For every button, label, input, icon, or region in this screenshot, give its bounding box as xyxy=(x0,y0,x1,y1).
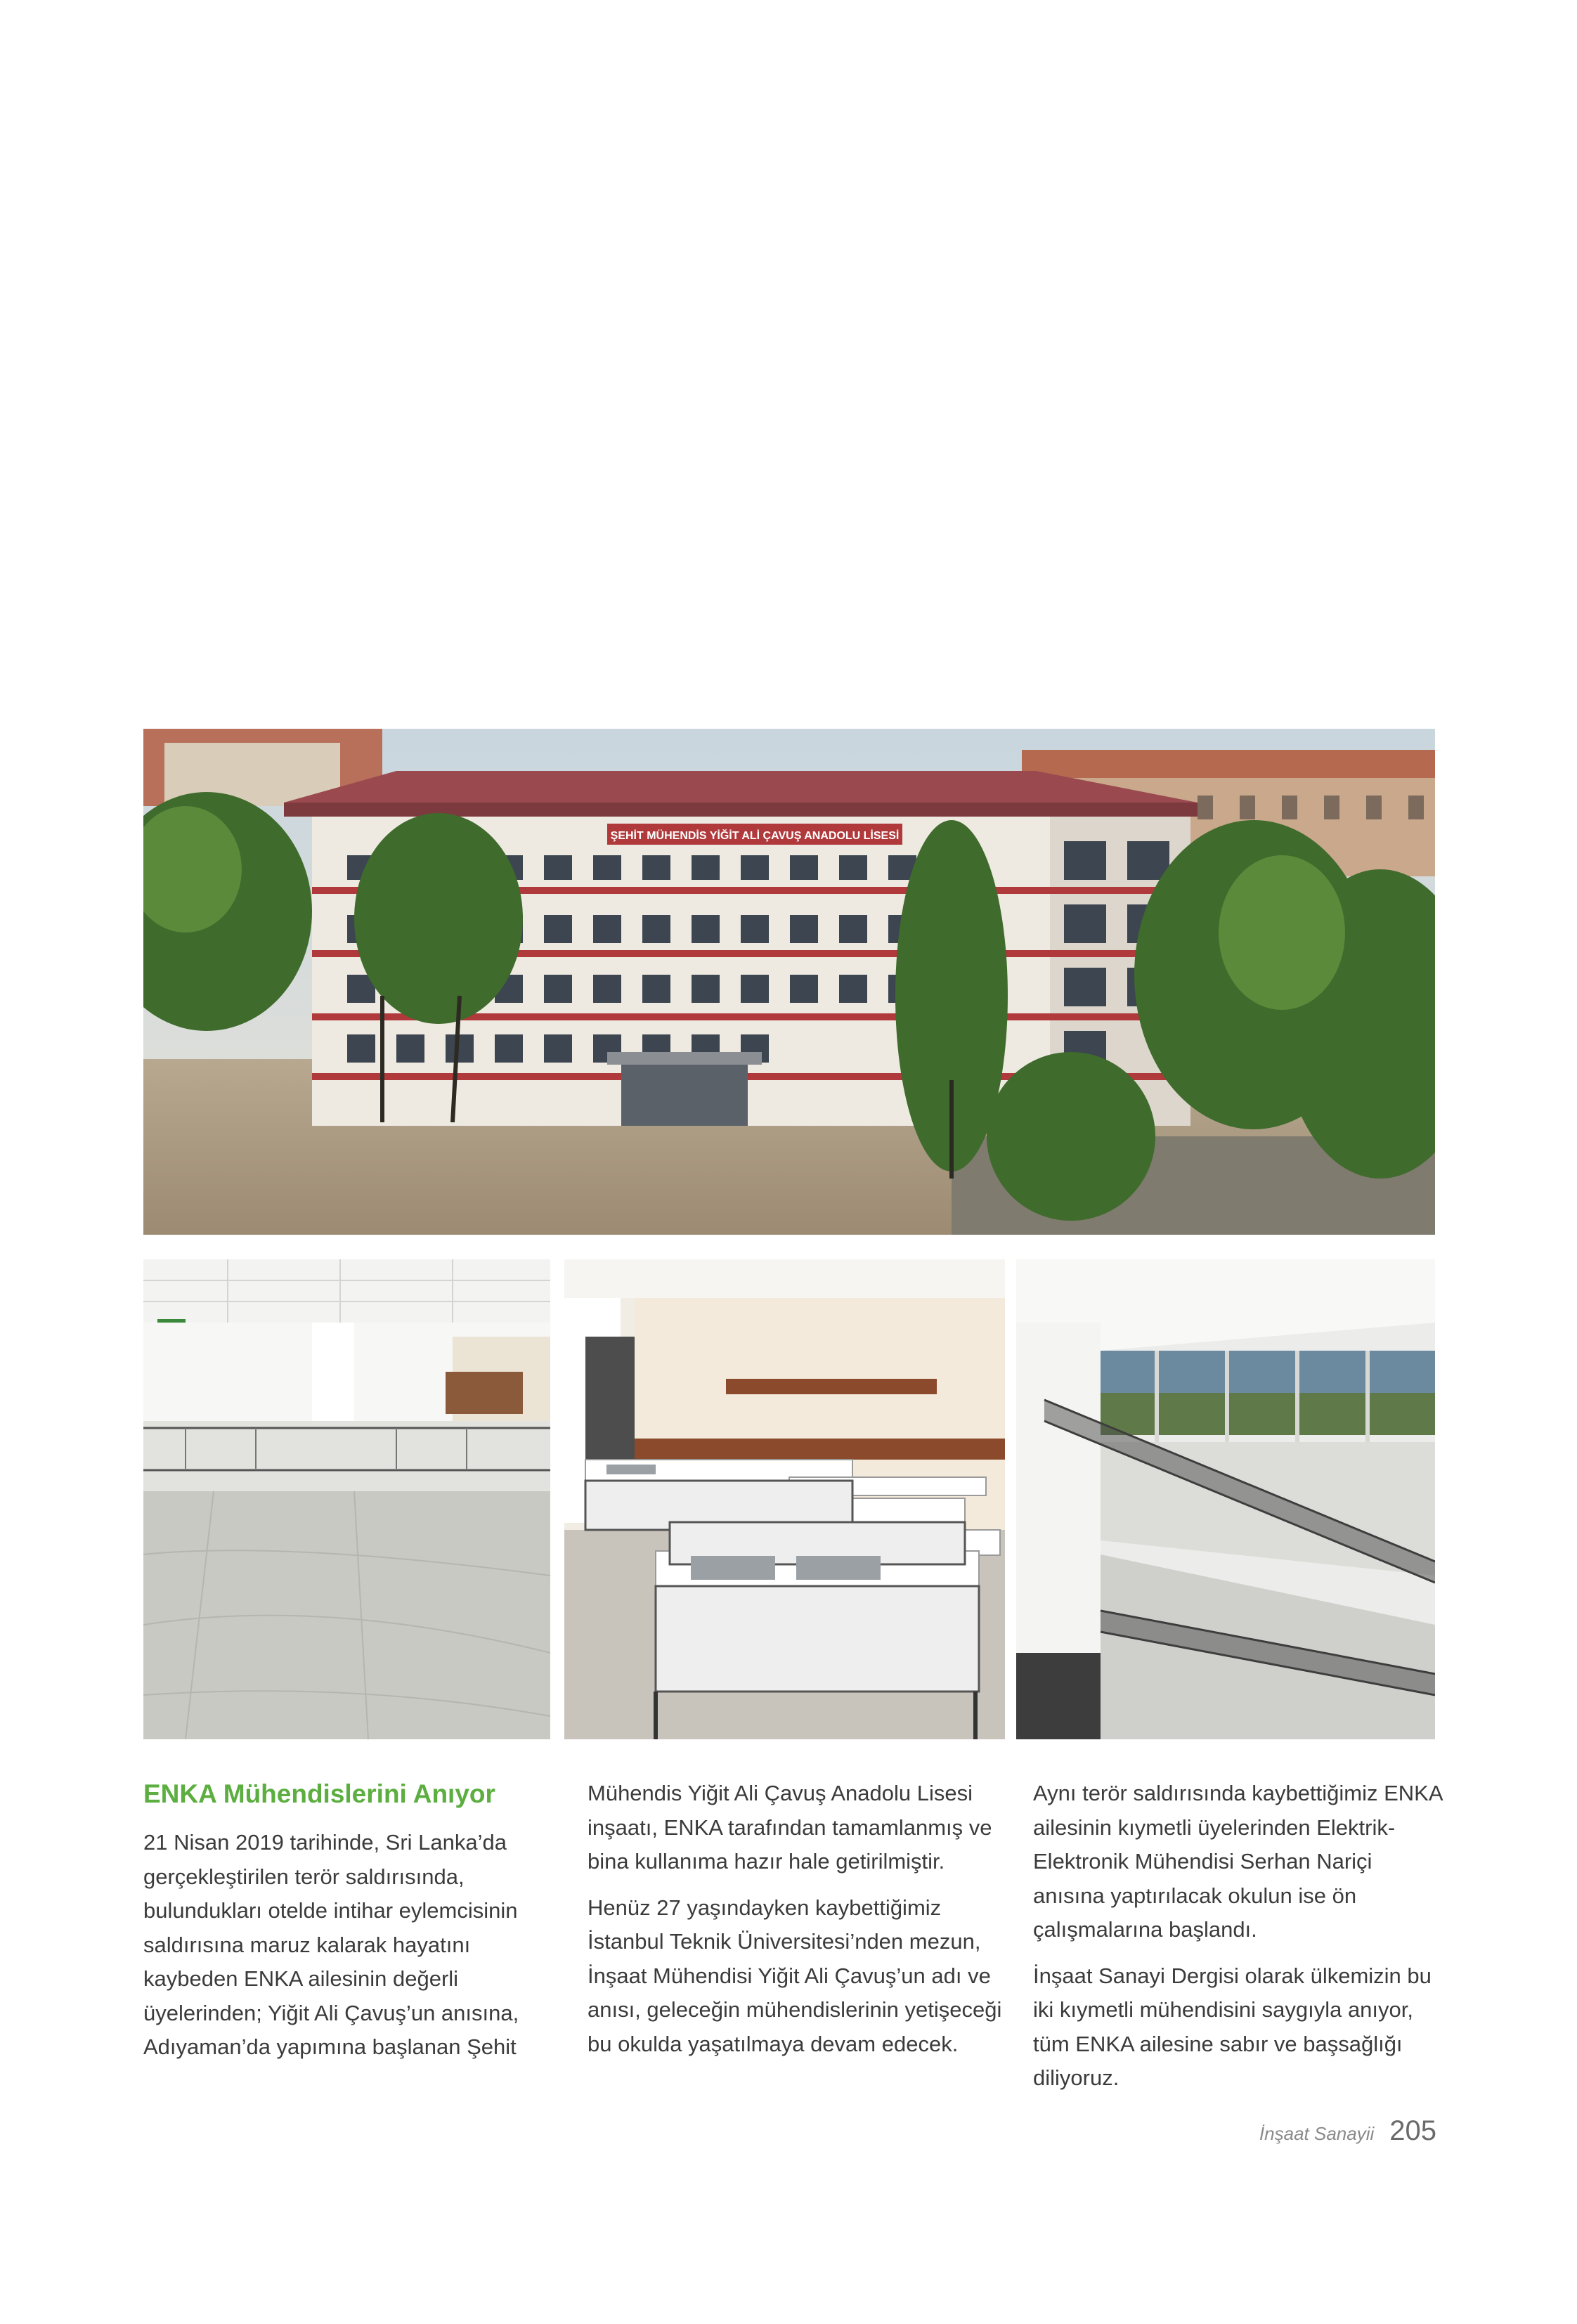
article-heading: ENKA Mühendislerini Anıyor xyxy=(143,1779,495,1808)
page-footer xyxy=(1259,2115,1436,2147)
article-paragraph: 21 Nisan 2019 tarihinde, Sri Lanka’da gerçekleştirilen terör saldırısında, bulundukları otelde intihar eylemcisinin saldırısına maruz kalarak hayatını kaybeden ENKA ailesinin değerli üyelerinden; Yiğit Ali Çavuş’un anısına, Adıyaman’da yapımına başlanan Şehit xyxy=(143,1830,519,2059)
laboratory-photo xyxy=(564,1259,1005,1739)
article-column-3 xyxy=(1033,1777,1448,2108)
hall-interior-photo xyxy=(143,1259,550,1739)
article-column-2 xyxy=(588,1777,1002,2073)
school-building-photo xyxy=(143,729,1435,1235)
article-column-1 xyxy=(143,1777,558,2077)
staircase-atrium-photo xyxy=(1016,1259,1435,1739)
article-paragraph: Henüz 27 yaşındayken kaybettiğimiz İstanbul Teknik Üniversitesi’nden mezun, İnşaat Mühendisi Yiğit Ali Çavuş’un adı ve anısı, geleceğin mühendislerinin yetişeceği bu okulda yaşatılmaya devam edecek. xyxy=(588,1895,1002,2056)
school-sign-text: ŞEHİT MÜHENDİS YİĞİT ALİ ÇAVUŞ ANADOLU LİSESİ xyxy=(610,830,900,842)
article-paragraph: İnşaat Sanayi Dergisi olarak ülkemizin bu iki kıymetli mühendisini saygıyla anıyor, tüm ENKA ailesine sabır ve başsağlığı diliyoruz. xyxy=(1033,1963,1432,2090)
article-paragraph: Aynı terör saldırısında kaybettiğimiz ENKA ailesinin kıymetli üyelerinden Elektrik-Elektronik Mühendisi Serhan Nariçi anısına yaptırılacak okulun ise ön çalışmalarına başlandı. xyxy=(1033,1781,1442,1942)
page-number: 205 xyxy=(1389,2115,1436,2146)
article-paragraph: Mühendis Yiğit Ali Çavuş Anadolu Lisesi inşaatı, ENKA tarafından tamamlanmış ve bina kullanıma hazır hale getirilmiştir. xyxy=(588,1781,992,1874)
magazine-name: İnşaat Sanayii xyxy=(1259,2123,1375,2144)
